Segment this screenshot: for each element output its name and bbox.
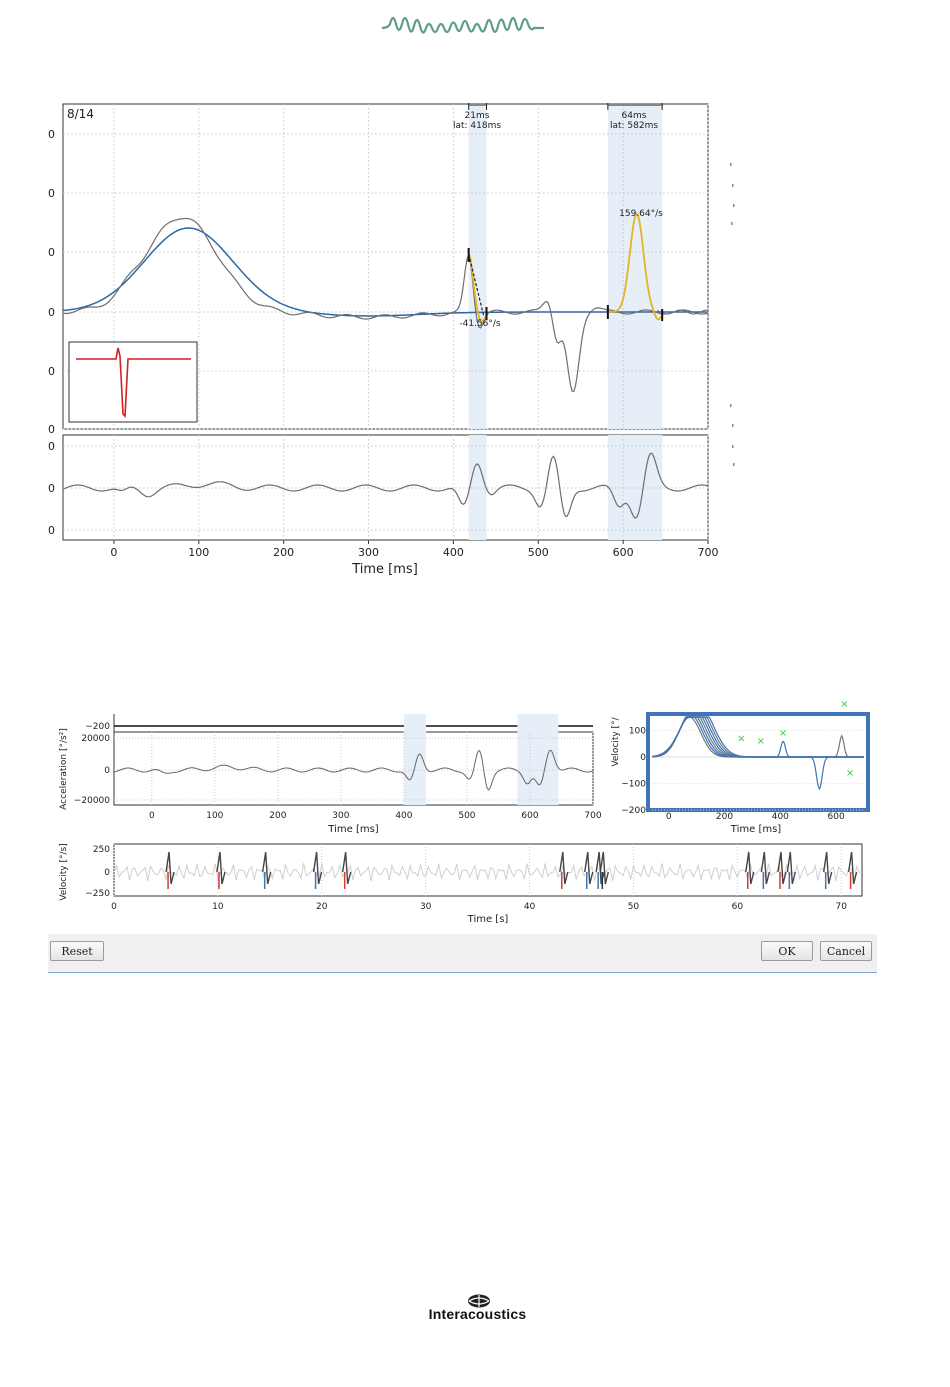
accel-x-tick: 500	[458, 811, 476, 821]
y-tick-label: 0	[48, 306, 55, 319]
trace-x-tick: 0	[111, 902, 117, 912]
x-tick-label: 500	[527, 546, 549, 559]
vel-x-label: Time [ms]	[730, 824, 782, 835]
marker2-duration: 64ms	[621, 111, 647, 121]
y-tick-label: 0	[48, 365, 55, 378]
stimulus-inset	[69, 342, 197, 422]
accel-y-tick: 20000	[81, 734, 110, 744]
y-tick-label: 0	[48, 423, 55, 436]
vel-x-tick: 200	[715, 812, 734, 822]
trace-y-tick: 250	[92, 845, 110, 855]
vel-x-tick: 400	[771, 812, 789, 822]
accel-x-tick: 0	[148, 811, 155, 821]
trace-y-tick: 0	[104, 868, 110, 878]
vel-saccade-marker: ×	[737, 733, 746, 745]
ok-button[interactable]: OK	[761, 941, 813, 961]
x-tick-label: 600	[612, 546, 634, 559]
brand-wave-logo	[380, 8, 546, 44]
side-marks	[730, 163, 735, 466]
highlight-band-upper-2	[608, 104, 662, 429]
marker2-latency: lat: 582ms	[609, 121, 659, 131]
vel-y-tick: −200	[621, 806, 646, 816]
marker1-latency: lat: 418ms	[452, 121, 502, 131]
accel-y-tick: −20000	[73, 796, 110, 806]
trace-x-tick: 10	[212, 902, 224, 912]
accel-x-tick: 300	[332, 811, 350, 821]
x-tick-label: 0	[110, 546, 118, 559]
annotation-positive-velocity: 159.64°/s	[619, 209, 663, 219]
vel-y-tick: 0	[640, 753, 646, 763]
vel-y-label: Velocity [°/	[611, 717, 621, 767]
counter-label: 8/14	[67, 107, 94, 121]
accel-y-tick: −200	[85, 722, 110, 732]
x-tick-label: 100	[188, 546, 210, 559]
y-tick-label: 0	[48, 128, 55, 141]
accel-x-tick: 100	[206, 811, 224, 821]
vel-y-tick: 100	[628, 726, 646, 737]
accel-x-tick: 400	[395, 811, 413, 821]
wave-path	[382, 18, 544, 33]
lower-y-tick-label: 0	[48, 524, 55, 537]
vel-saccade-marker: ×	[778, 728, 788, 740]
dialog-window	[48, 699, 877, 973]
x-tick-label: 200	[273, 546, 295, 559]
marker1-duration: 21ms	[464, 111, 490, 121]
reset-button[interactable]: Reset	[50, 941, 104, 961]
accel-x-tick: 700	[584, 811, 602, 821]
lower-y-tick-label: 0	[48, 482, 55, 495]
dialog-plots	[48, 699, 877, 934]
accel-x-label: Time [ms]	[328, 824, 379, 835]
main-chart	[40, 98, 740, 588]
trace-x-tick: 60	[731, 902, 744, 912]
vel-y-tick: −100	[621, 779, 646, 790]
lower-y-tick-label: 0	[48, 440, 55, 453]
vel-saccade-marker: ×	[756, 736, 765, 748]
x-axis-label: Time [ms]	[352, 562, 418, 577]
trace-y-label: Velocity [°/s]	[59, 843, 69, 901]
trace-x-tick: 30	[419, 902, 432, 912]
vel-saccade-marker: ×	[845, 767, 855, 779]
vel-saccade-marker: ×	[840, 699, 849, 710]
accel-x-tick: 200	[269, 811, 287, 821]
trace-y-tick: −250	[85, 889, 110, 899]
trace-x-label: Time [s]	[467, 914, 509, 925]
x-tick-label: 300	[358, 546, 380, 559]
annotation-negative-velocity: -41.56°/s	[459, 319, 501, 329]
trace-x-tick: 40	[523, 902, 536, 912]
vel-x-tick: 0	[665, 812, 672, 822]
accel-y-tick: 0	[104, 766, 110, 776]
x-tick-label: 700	[697, 546, 719, 559]
trace-x-tick: 70	[835, 902, 847, 912]
footer-brand: Interacoustics	[428, 1306, 527, 1322]
trace-x-tick: 20	[316, 902, 328, 912]
y-tick-label: 0	[48, 246, 55, 259]
trace-x-tick: 50	[627, 902, 640, 912]
vel-x-tick: 600	[827, 812, 845, 822]
cancel-button[interactable]: Cancel	[820, 941, 872, 961]
x-tick-label: 400	[442, 546, 464, 559]
accel-band-2	[517, 714, 558, 805]
accel-y-label: Acceleration [°/s²]	[59, 728, 69, 810]
accel-x-tick: 600	[521, 811, 539, 821]
y-tick-label: 0	[48, 187, 55, 200]
